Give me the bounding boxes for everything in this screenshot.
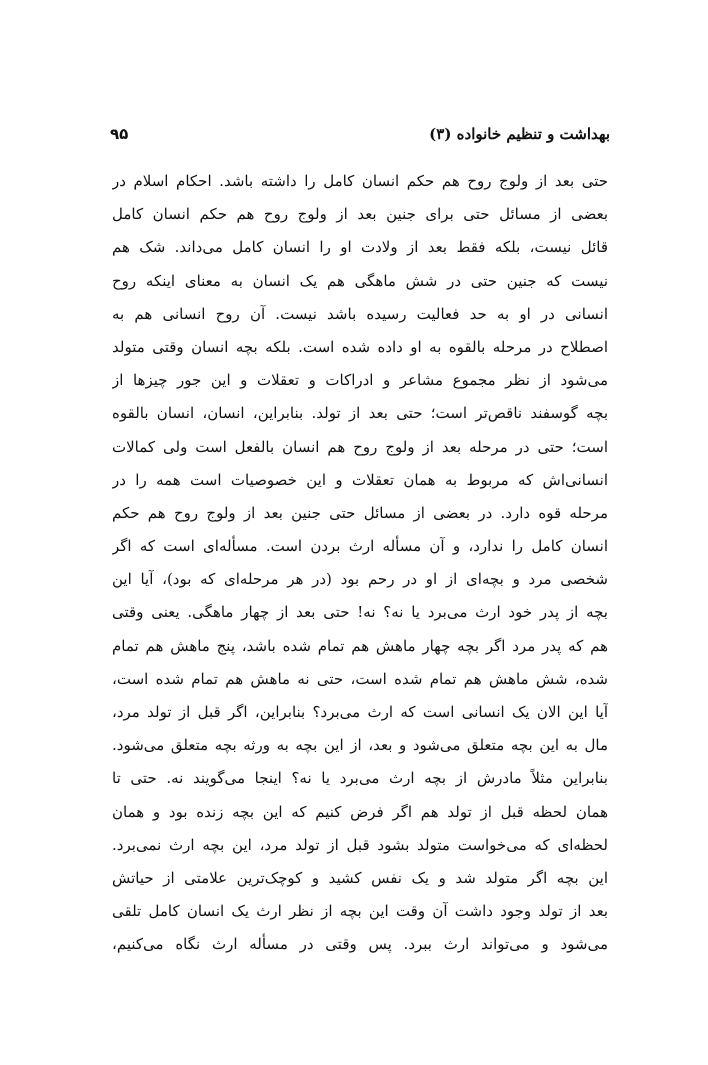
running-head [110, 122, 610, 146]
text-line: آیا این الان یک انسانی است که ارث می‌برد؟ بنابراین، اگر قبل از تولد مرد، [112, 703, 608, 721]
text-line: بنابراین مثلاً مادرش از بچه ارث می‌برد یا نه؟ اینجا می‌گویند نه. حتی تا [112, 769, 608, 788]
text-line: انسان کامل را ندارد، و آن مسأله ارث بردن است. مسأله‌ای است که اگر [112, 537, 608, 556]
body-text [112, 165, 608, 962]
text-line: شخصی مرد و بچه‌ای از او در رحم بود (در هر مرحله‌ای که بود)، آیا این [112, 570, 608, 589]
chapter-title: بهداشت و تنظیم خانواده (۳) [429, 125, 610, 143]
text-line: نیست که جنین حتی در شش ماهگی هم یک انسان به معنای اینکه روح [112, 271, 608, 290]
page-number: ۹۵ [110, 125, 129, 143]
text-line: می‌شود و می‌تواند ارث ببرد. پس وقتی در مسأله ارث نگاه می‌کنیم، [112, 935, 608, 954]
text-line: بچه از پدر خود ارث می‌برد یا نه؟ نه! حتی بعد از چهار ماهگی. یعنی وقتی [112, 603, 608, 622]
text-line: بچه گوسفند ناقص‌تر است؛ حتی بعد از تولد. بنابراین، انسان، انسان بالقوه [112, 404, 608, 423]
text-line: قائل نیست، بلکه فقط بعد از ولادت او را انسان کامل می‌داند. شک هم [112, 238, 608, 257]
text-line: می‌شود از نظر مجموع مشاعر و ادراکات و تعقلات و این جور چیزها از [112, 371, 608, 390]
text-line: شده، شش ماهش هم تمام شده است، حتی نه ماهش هم تمام شده است، [112, 669, 608, 688]
text-line: انسانی در او به حد فعالیت رسیده باشد نیست. آن روح انسانی هم به [112, 304, 608, 323]
text-line: بعد از تولد وجود داشت آن وقت این بچه از نظر ارث یک انسان کامل تلقی [112, 902, 608, 921]
text-line: بعضی از مسائل حتی برای جنین بعد از ولوج روح هم حکم انسان کامل [112, 205, 608, 224]
text-line: لحظه‌ای که می‌خواست متولد بشود قبل از تولد مرد، این بچه ارث نمی‌برد. [112, 835, 608, 854]
text-line: اصطلاح در مرحله بالقوه به او داده شده است. بلکه بچه انسان وقتی متولد [112, 337, 608, 356]
text-line: هم که پدر مرد اگر بچه چهار ماهش هم تمام شده باشد، پنج ماهش هم تمام [112, 636, 608, 655]
text-line: همان لحظه قبل از تولد هم اگر فرض کنیم که این بچه زنده بود و همان [112, 802, 608, 821]
text-line: است؛ حتی در مرحله بعد از ولوج روح هم انسان بالفعل است ولی کمالات [112, 437, 608, 456]
text-line: حتی بعد از ولوج روح هم حکم انسان کامل را داشته باشد. احکام اسلام در [112, 172, 608, 190]
text-line: مال به این بچه متعلق می‌شود و بعد، از این بچه به ورثه بچه متعلق می‌شود. [112, 736, 608, 755]
text-line: انسانی‌اش که مربوط به همان تعقلات و این خصوصیات است همه را در [112, 470, 608, 489]
text-line: مرحله قوه دارد. در بعضی از مسائل حتی جنین بعد از ولوج روح هم حکم [112, 503, 608, 522]
text-line: این بچه اگر متولد شد و یک نفس کشید و کوچک‌ترین علامتی از حیاتش [112, 868, 608, 887]
